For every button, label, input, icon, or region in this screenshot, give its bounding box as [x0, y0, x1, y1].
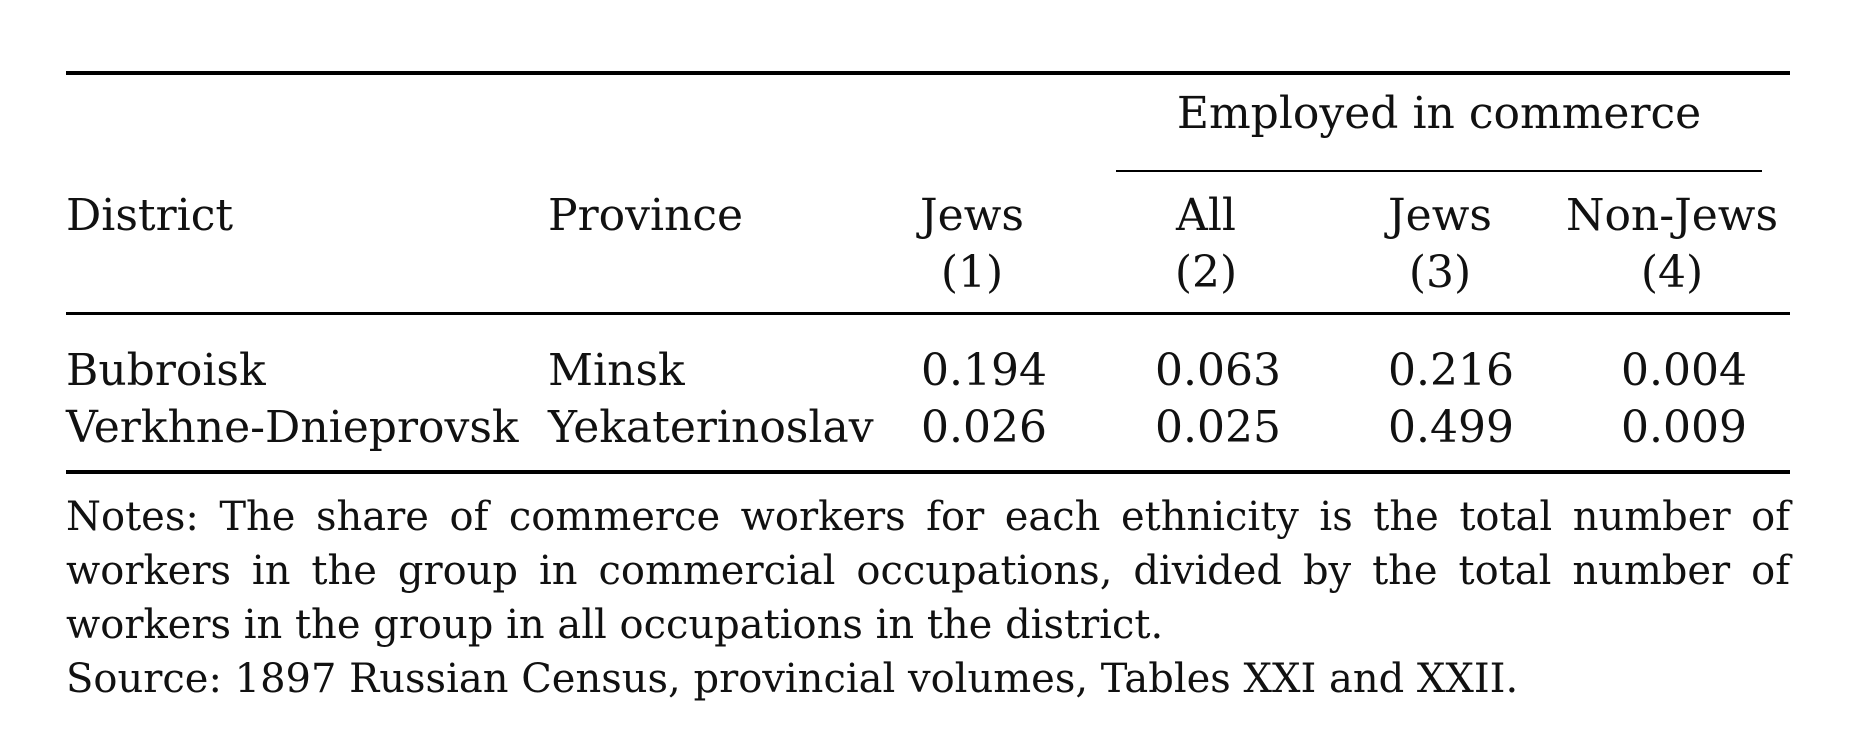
table-row-1-all: 0.063 — [1155, 345, 1281, 396]
column-header-jews-commerce-number: (3) — [1408, 247, 1472, 298]
column-header-district: District — [66, 190, 234, 241]
column-header-all-number: (2) — [1174, 247, 1238, 298]
table-row-2-province: Yekaterinoslav — [548, 402, 874, 453]
table-notes — [66, 490, 1790, 706]
column-header-jews-number: (1) — [940, 247, 1004, 298]
table-row-2-jews-commerce: 0.499 — [1388, 402, 1514, 453]
group-header-rule — [1116, 170, 1762, 172]
header-bottom-rule — [66, 312, 1790, 315]
table-row-1-jews: 0.194 — [921, 345, 1047, 396]
table-row-1-nonjews: 0.004 — [1621, 345, 1747, 396]
column-header-jews-commerce: Jews — [1388, 190, 1492, 241]
table-row-2-district: Verkhne-Dnieprovsk — [66, 402, 519, 453]
notes-text: Notes: The share of commerce workers for each ethnicity is the total number of workers in the group in commercial occupations, divided by the total number of workers in the group in all occupations in the district. — [66, 494, 1790, 648]
table-row-1-district: Bubroisk — [66, 345, 266, 396]
table-row-2-jews: 0.026 — [921, 402, 1047, 453]
table-row-1-province: Minsk — [548, 345, 685, 396]
source-text: Source: 1897 Russian Census, provincial volumes, Tables XXI and XXII. — [66, 656, 1519, 702]
table-row-2-nonjews: 0.009 — [1621, 402, 1747, 453]
column-header-nonjews-number: (4) — [1640, 247, 1704, 298]
group-header-employed-in-commerce: Employed in commerce — [1176, 88, 1702, 139]
table-bottom-rule — [66, 470, 1790, 474]
column-header-nonjews: Non-Jews — [1565, 190, 1779, 241]
column-header-province: Province — [548, 190, 744, 241]
column-header-all: All — [1176, 190, 1236, 241]
column-header-jews: Jews — [920, 190, 1024, 241]
table-row-2-all: 0.025 — [1155, 402, 1281, 453]
table-top-rule — [66, 71, 1790, 75]
table-row-1-jews-commerce: 0.216 — [1388, 345, 1514, 396]
